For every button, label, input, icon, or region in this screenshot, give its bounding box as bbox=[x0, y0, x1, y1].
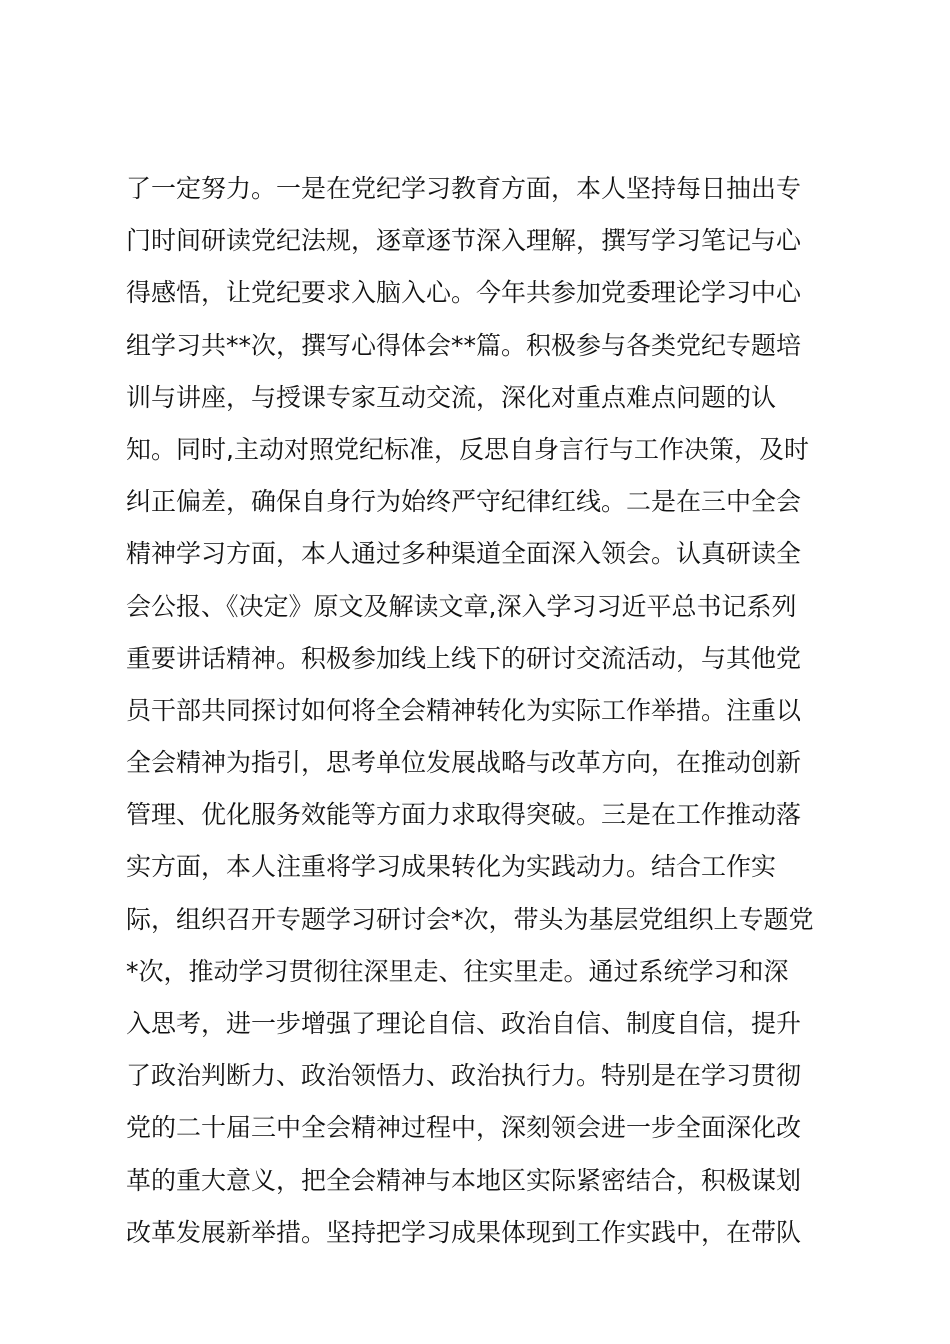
text-line: 实方面，本人注重将学习成果转化为实践动力。结合工作实 bbox=[126, 852, 777, 882]
text-line: 管理、优化服务效能等方面力求取得突破。三是在工作推动落 bbox=[126, 800, 802, 830]
text-line: 会公报、《决定》原文及解读文章,深入学习习近平总书记系列 bbox=[126, 591, 797, 621]
text-line: 革的重大意义，把全会精神与本地区实际紧密结合，积极谋划 bbox=[126, 1165, 802, 1195]
text-line: 训与讲座，与授课专家互动交流，深化对重点难点问题的认 bbox=[126, 382, 777, 412]
text-line: 重要讲话精神。积极参加线上线下的研讨交流活动，与其他党 bbox=[126, 643, 802, 673]
text-line: 纠正偏差，确保自身行为始终严守纪律红线。二是在三中全会 bbox=[126, 487, 802, 517]
text-line: 际，组织召开专题学习研讨会*次，带头为基层党组织上专题党 bbox=[126, 904, 814, 934]
text-line: 了政治判断力、政治领悟力、政治执行力。特别是在学习贯彻 bbox=[126, 1061, 802, 1091]
text-line: 组学习共**次，撰写心得体会**篇。积极参与各类党纪专题培 bbox=[126, 330, 802, 360]
text-line: 全会精神为指引，思考单位发展战略与改革方向，在推动创新 bbox=[126, 748, 802, 778]
text-line: 精神学习方面，本人通过多种渠道全面深入领会。认真研读全 bbox=[126, 539, 802, 569]
text-line: 得感悟，让党纪要求入脑入心。今年共参加党委理论学习中心 bbox=[126, 278, 802, 308]
text-line: 门时间研读党纪法规，逐章逐节深入理解，撰写学习笔记与心 bbox=[126, 226, 802, 256]
text-line: *次，推动学习贯彻往深里走、往实里走。通过系统学习和深 bbox=[126, 956, 789, 986]
text-line: 员干部共同探讨如何将全会精神转化为实际工作举措。注重以 bbox=[126, 695, 802, 725]
text-line: 知。同时,主动对照党纪标准，反思自身言行与工作决策，及时 bbox=[126, 434, 809, 464]
text-line: 改革发展新举措。坚持把学习成果体现到工作实践中，在带队 bbox=[126, 1217, 802, 1247]
text-line: 入思考，进一步增强了理论自信、政治自信、制度自信，提升 bbox=[126, 1009, 802, 1038]
text-line: 了一定努力。一是在党纪学习教育方面，本人坚持每日抽出专 bbox=[126, 174, 802, 203]
text-line: 党的二十届三中全会精神过程中，深刻领会进一步全面深化改 bbox=[126, 1113, 802, 1143]
body-text bbox=[126, 163, 836, 1259]
